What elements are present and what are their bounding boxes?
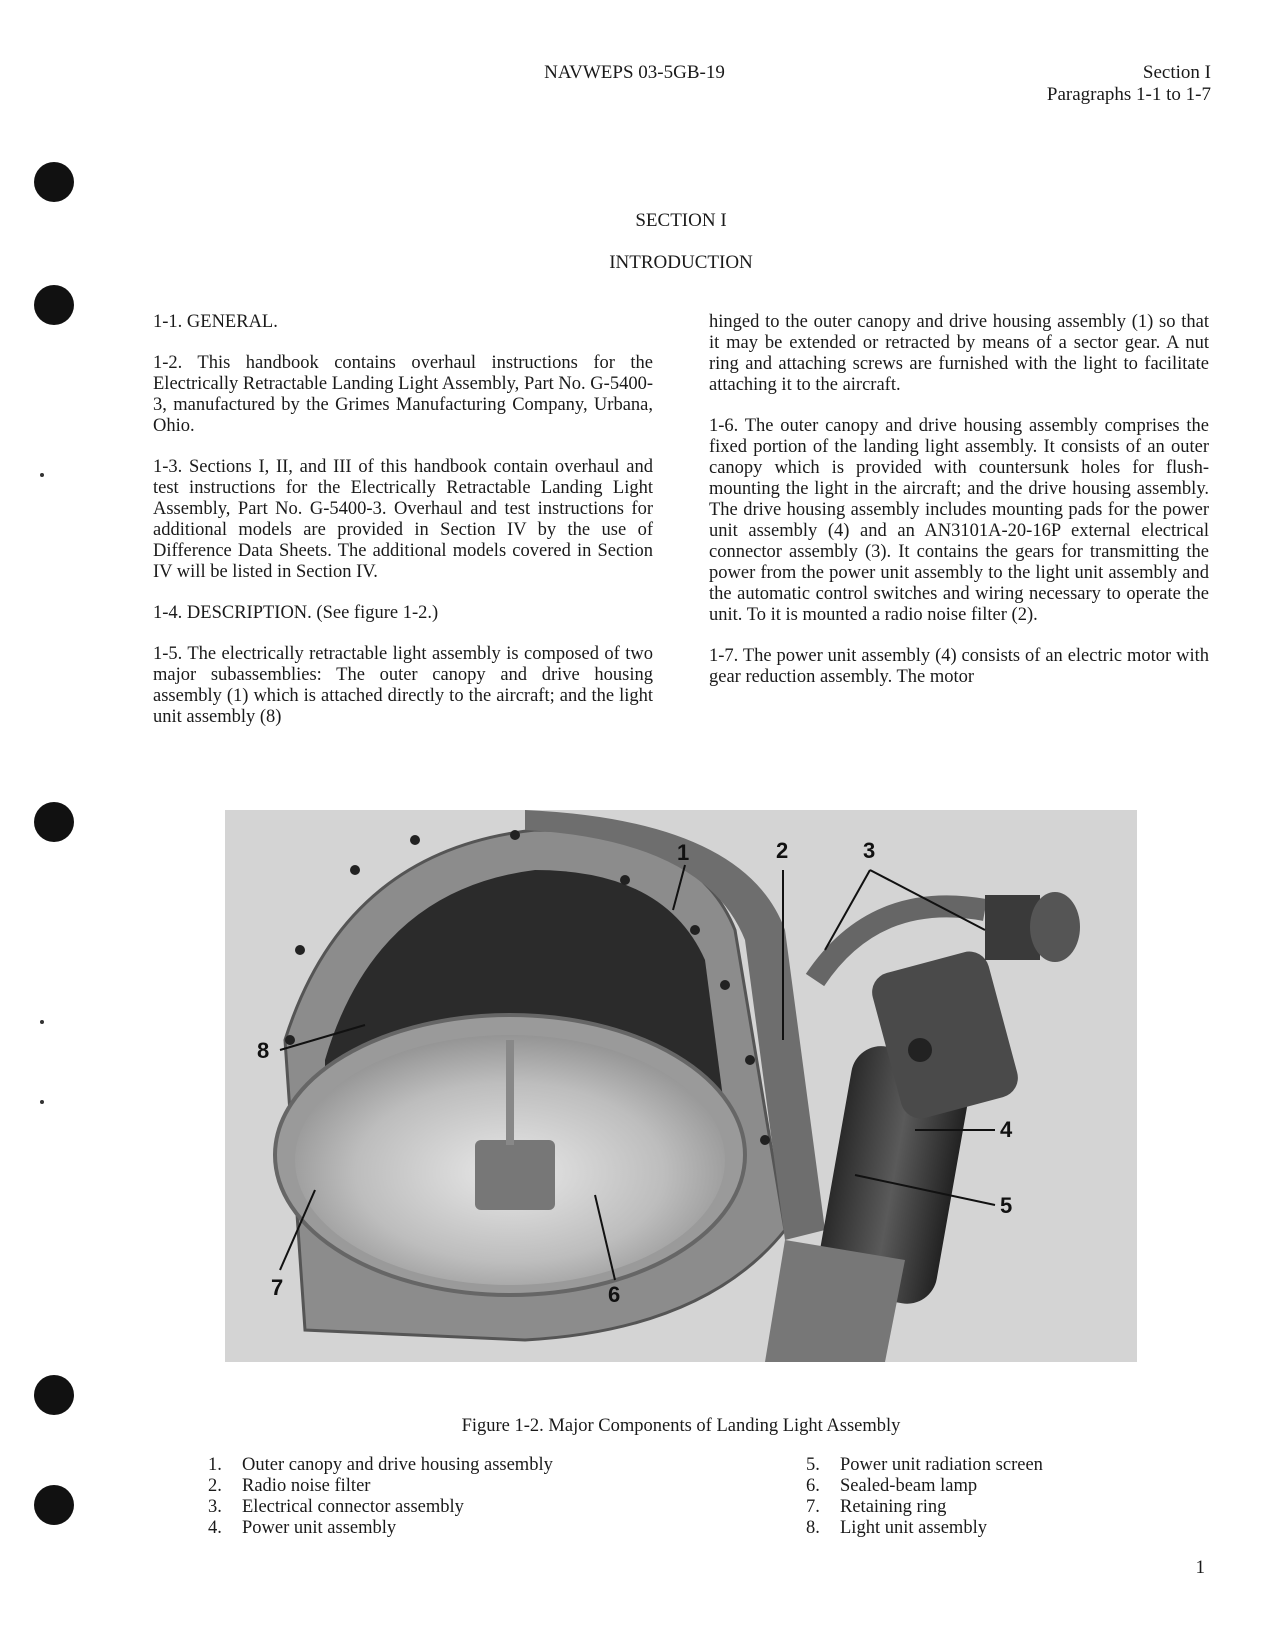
- legend-number: 1.: [208, 1455, 222, 1475]
- callout-3: 3: [863, 838, 876, 863]
- section-title: SECTION I: [635, 210, 727, 231]
- binder-hole: [34, 1485, 74, 1525]
- legend-item: [806, 1497, 1043, 1518]
- legend-right: [806, 1455, 1043, 1539]
- section-reference: [1047, 62, 1211, 106]
- paragraph: 1-2. This handbook contains overhaul instructions for the Electrically Retractable Landing Light Assembly, Part No. G-5400-3, manufactured by the Grimes Manufacturing Company, Urbana, Ohio.: [153, 353, 653, 436]
- legend-item: [806, 1476, 1043, 1497]
- legend-item: [208, 1455, 553, 1476]
- callout-2: 2: [776, 838, 789, 863]
- callout-4: 4: [1000, 1117, 1013, 1142]
- left-column: [153, 312, 653, 748]
- legend-item: [208, 1476, 553, 1497]
- legend-number: 8.: [806, 1518, 820, 1538]
- legend-label: Power unit radiation screen: [840, 1455, 1043, 1475]
- binder-hole: [34, 285, 74, 325]
- paragraph: 1-6. The outer canopy and drive housing assembly comprises the fixed portion of the landing light assembly. It consists of an outer canopy which is provided with countersunk holes for flush-mounting the light in the aircraft; and the drive housing assembly. The drive housing assembly includes mounting pads for the power unit assembly (4) and an AN3101A-20-16P external electrical connector assembly (3). It contains the gears for transmitting the power from the power unit assembly to the light unit assembly and the automatic control switches and wiring necessary to operate the unit. To it is mounted a radio noise filter (2).: [709, 416, 1209, 625]
- landing-light-illustration: [225, 810, 1137, 1362]
- margin-dot: [40, 1020, 44, 1024]
- paragraph: 1-5. The electrically retractable light assembly is composed of two major subassemblies: The outer canopy and drive housing assembly (1) which is attached directly to the aircraft; and the light unit assembly (8): [153, 644, 653, 727]
- legend-item: [806, 1518, 1043, 1539]
- legend-number: 5.: [806, 1455, 820, 1475]
- landing-light-photo: [225, 810, 1137, 1362]
- callout-1: 1: [677, 840, 690, 865]
- legend-number: 2.: [208, 1476, 222, 1496]
- callout-7: 7: [271, 1275, 284, 1300]
- margin-dot: [40, 1100, 44, 1104]
- page-number: 1: [1195, 1557, 1205, 1578]
- callout-8: 8: [257, 1038, 270, 1063]
- binder-hole: [34, 1375, 74, 1415]
- binder-hole: [34, 162, 74, 202]
- right-column: [709, 312, 1209, 708]
- legend-item: [208, 1518, 553, 1539]
- callout-6: 6: [608, 1282, 621, 1307]
- legend-label: Retaining ring: [840, 1497, 947, 1517]
- paragraph: hinged to the outer canopy and drive housing assembly (1) so that it may be extended or retracted by means of a sector gear. A nut ring and attaching screws are furnished with the light to facilitate attaching it to the aircraft.: [709, 312, 1209, 395]
- binder-hole: [34, 802, 74, 842]
- paragraph: 1-4. DESCRIPTION. (See figure 1-2.): [153, 603, 439, 623]
- legend-number: 6.: [806, 1476, 820, 1496]
- paragraph-range: Paragraphs 1-1 to 1-7: [1046, 84, 1211, 105]
- section-subtitle: INTRODUCTION: [609, 252, 753, 273]
- legend-label: Sealed-beam lamp: [840, 1476, 978, 1496]
- legend-label: Radio noise filter: [242, 1476, 371, 1496]
- legend-number: 3.: [208, 1497, 222, 1517]
- doc-number: NAVWEPS 03-5GB-19: [544, 62, 725, 83]
- margin-dot: [40, 473, 44, 477]
- legend-number: 7.: [806, 1497, 820, 1517]
- legend-label: Power unit assembly: [242, 1518, 397, 1538]
- legend-label: Outer canopy and drive housing assembly: [242, 1455, 553, 1475]
- paragraph: 1-7. The power unit assembly (4) consists of an electric motor with gear reduction assembly. The motor: [709, 646, 1209, 687]
- legend-number: 4.: [208, 1518, 222, 1538]
- section-label: Section I: [1142, 62, 1211, 83]
- legend-label: Electrical connector assembly: [242, 1497, 464, 1517]
- legend-item: [806, 1455, 1043, 1476]
- paragraph: 1-1. GENERAL.: [153, 312, 278, 332]
- figure-caption: Figure 1-2. Major Components of Landing Light Assembly: [461, 1416, 901, 1436]
- callout-5: 5: [1000, 1193, 1013, 1218]
- legend-label: Light unit assembly: [840, 1518, 987, 1538]
- legend-item: [208, 1497, 553, 1518]
- legend-left: [208, 1455, 553, 1539]
- paragraph: 1-3. Sections I, II, and III of this handbook contain overhaul and test instructions for the Electrically Retractable Landing Light Assembly, Part No. G-5400-3. Overhaul and test instructions for additional models are provided in Section IV by the use of Difference Data Sheets. The additional models covered in Section IV will be listed in Section IV.: [153, 457, 653, 582]
